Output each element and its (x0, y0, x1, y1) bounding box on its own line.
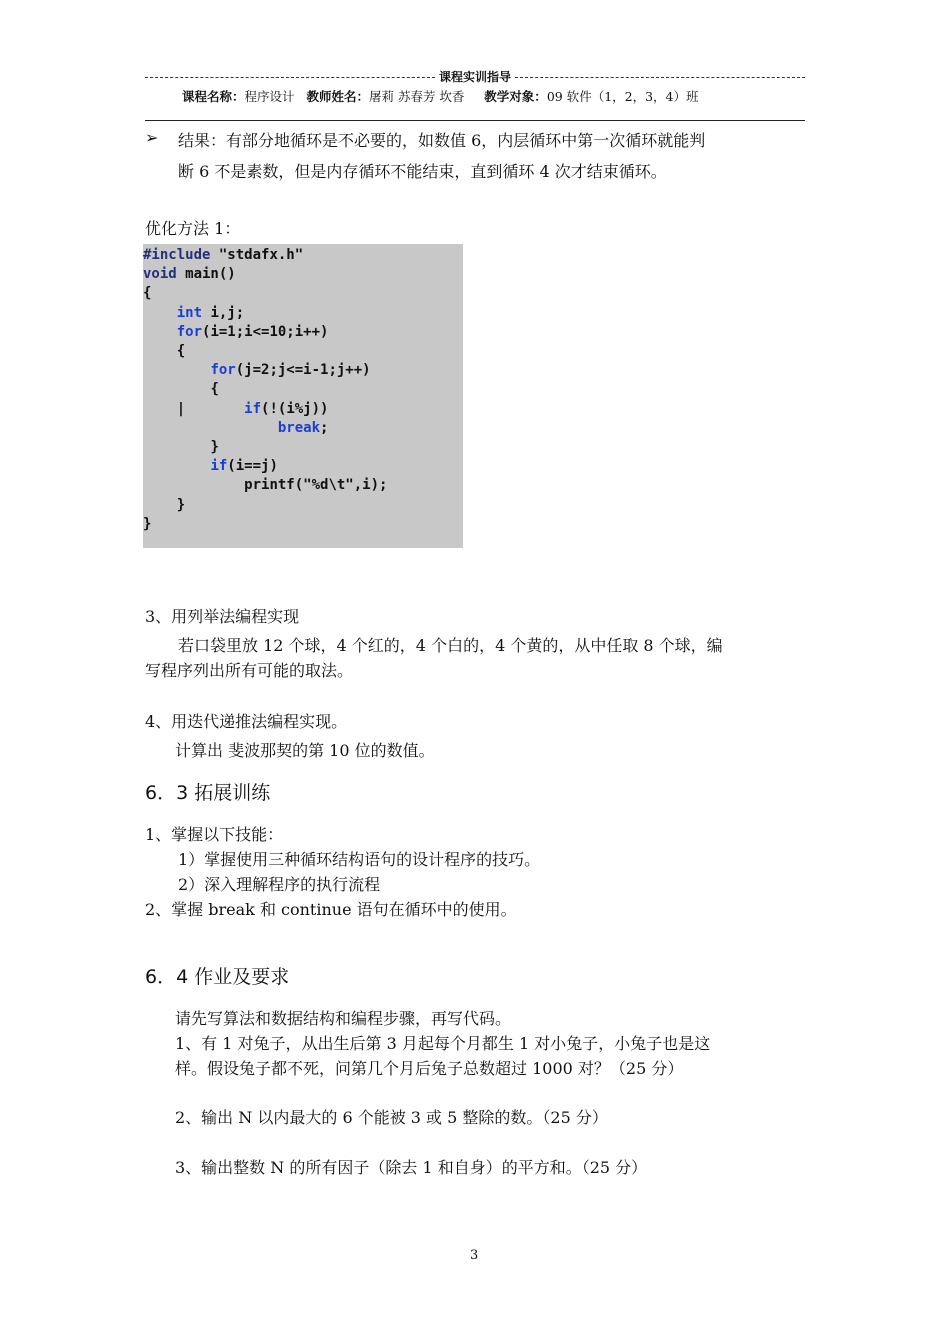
code-text: main() (176, 266, 236, 283)
code-text: { (210, 381, 219, 398)
homework-q2: 2、输出 N 以内最大的 6 个能被 3 或 5 整除的数。（25 分） (175, 1108, 608, 1127)
code-text: "stdafx.h" (210, 247, 304, 263)
text-cursor: | (176, 400, 186, 417)
code-kw: for (176, 323, 203, 340)
section-3-line-1: 若口袋里放 12 个球，4 个红的，4 个白的，4 个黄的，从中任取 8 个球，编 (178, 636, 723, 655)
training-sub-1: 1）掌握使用三种循环结构语句的设计程序的技巧。 (178, 850, 541, 869)
code-text: (j=2;j<=i-1;j++) (235, 362, 371, 379)
header-title: 课程实训指导 (439, 70, 512, 84)
code-text: } (176, 496, 186, 513)
code-text: } (210, 439, 219, 456)
code-kw: void (143, 266, 177, 283)
result-line-2: 断 6 不是素数，但是内存循环不能结束，直到循环 4 次才结束循环。 (178, 162, 667, 181)
training-item-2: 2、掌握 break 和 continue 语句在循环中的使用。 (145, 900, 517, 919)
homework-q1-line-2: 样。假设兔子都不死，问第几个月后兔子总数超过 1000 对？（25 分） (175, 1059, 684, 1078)
section-3-line-2: 写程序列出所有可能的取法。 (145, 661, 354, 680)
training-sub-2: 2）深入理解程序的执行流程 (178, 875, 381, 894)
teacher-label: 教师姓名： (306, 89, 369, 104)
code-text: (i=1;i<=10;i++) (202, 323, 329, 340)
code-kw: for (210, 362, 236, 379)
course-value: 程序设计 (244, 89, 295, 104)
code-text: { (143, 285, 152, 302)
homework-q1-line-1: 1、有 1 对兔子，从出生后第 3 月起每个月都生 1 对小兔子，小兔子也是这 (175, 1034, 711, 1053)
section-3-title: 3、用列举法编程实现 (145, 607, 300, 626)
header-rule (145, 120, 805, 121)
heading-6-3: 6．3 拓展训练 (145, 782, 271, 804)
header-dash-right (515, 77, 805, 78)
code-text: printf("%d\t",i); (244, 477, 388, 494)
code-text: { (176, 343, 186, 360)
code-screenshot (143, 244, 463, 548)
code-kw: #include (143, 247, 211, 263)
target-value: 09 软件（1，2，3，4）班 (546, 89, 699, 104)
code-kw: break (277, 419, 321, 436)
code-text: (!(i%j)) (261, 400, 329, 417)
header-dash-left (145, 77, 435, 78)
homework-q3: 3、输出整数 N 的所有因子（除去 1 和自身）的平方和。（25 分） (175, 1158, 648, 1177)
training-item-1: 1、掌握以下技能： (145, 825, 284, 844)
teacher-value: 屠莉 苏春芳 坎香 (368, 89, 465, 104)
code-kw: if (210, 458, 228, 475)
code-text: (i==j) (227, 458, 278, 475)
optimization-label: 优化方法 1： (145, 219, 241, 238)
result-line-1: 结果：有部分地循环是不必要的，如数值 6，内层循环中第一次循环就能判 (178, 131, 706, 150)
result-bullet-icon: ➢ (145, 128, 159, 147)
section-4-title: 4、用迭代递推法编程实现。 (145, 712, 348, 731)
page-number: 3 (470, 1248, 479, 1263)
code-kw: int (176, 304, 203, 321)
course-label: 课程名称： (182, 89, 245, 104)
target-label: 教学对象： (484, 89, 547, 104)
heading-6-4: 6．4 作业及要求 (145, 966, 290, 988)
page-header-title-row (145, 68, 805, 85)
homework-intro: 请先写算法和数据结构和编程步骤，再写代码。 (175, 1009, 512, 1028)
code-text: i,j; (202, 304, 245, 321)
page-header-info (182, 87, 699, 105)
code-kw: if (244, 400, 262, 417)
code-text: ; (320, 419, 329, 436)
code-block (143, 244, 463, 534)
section-4-line-1: 计算出 斐波那契的第 10 位的数值。 (175, 741, 435, 760)
code-text: } (143, 515, 152, 532)
